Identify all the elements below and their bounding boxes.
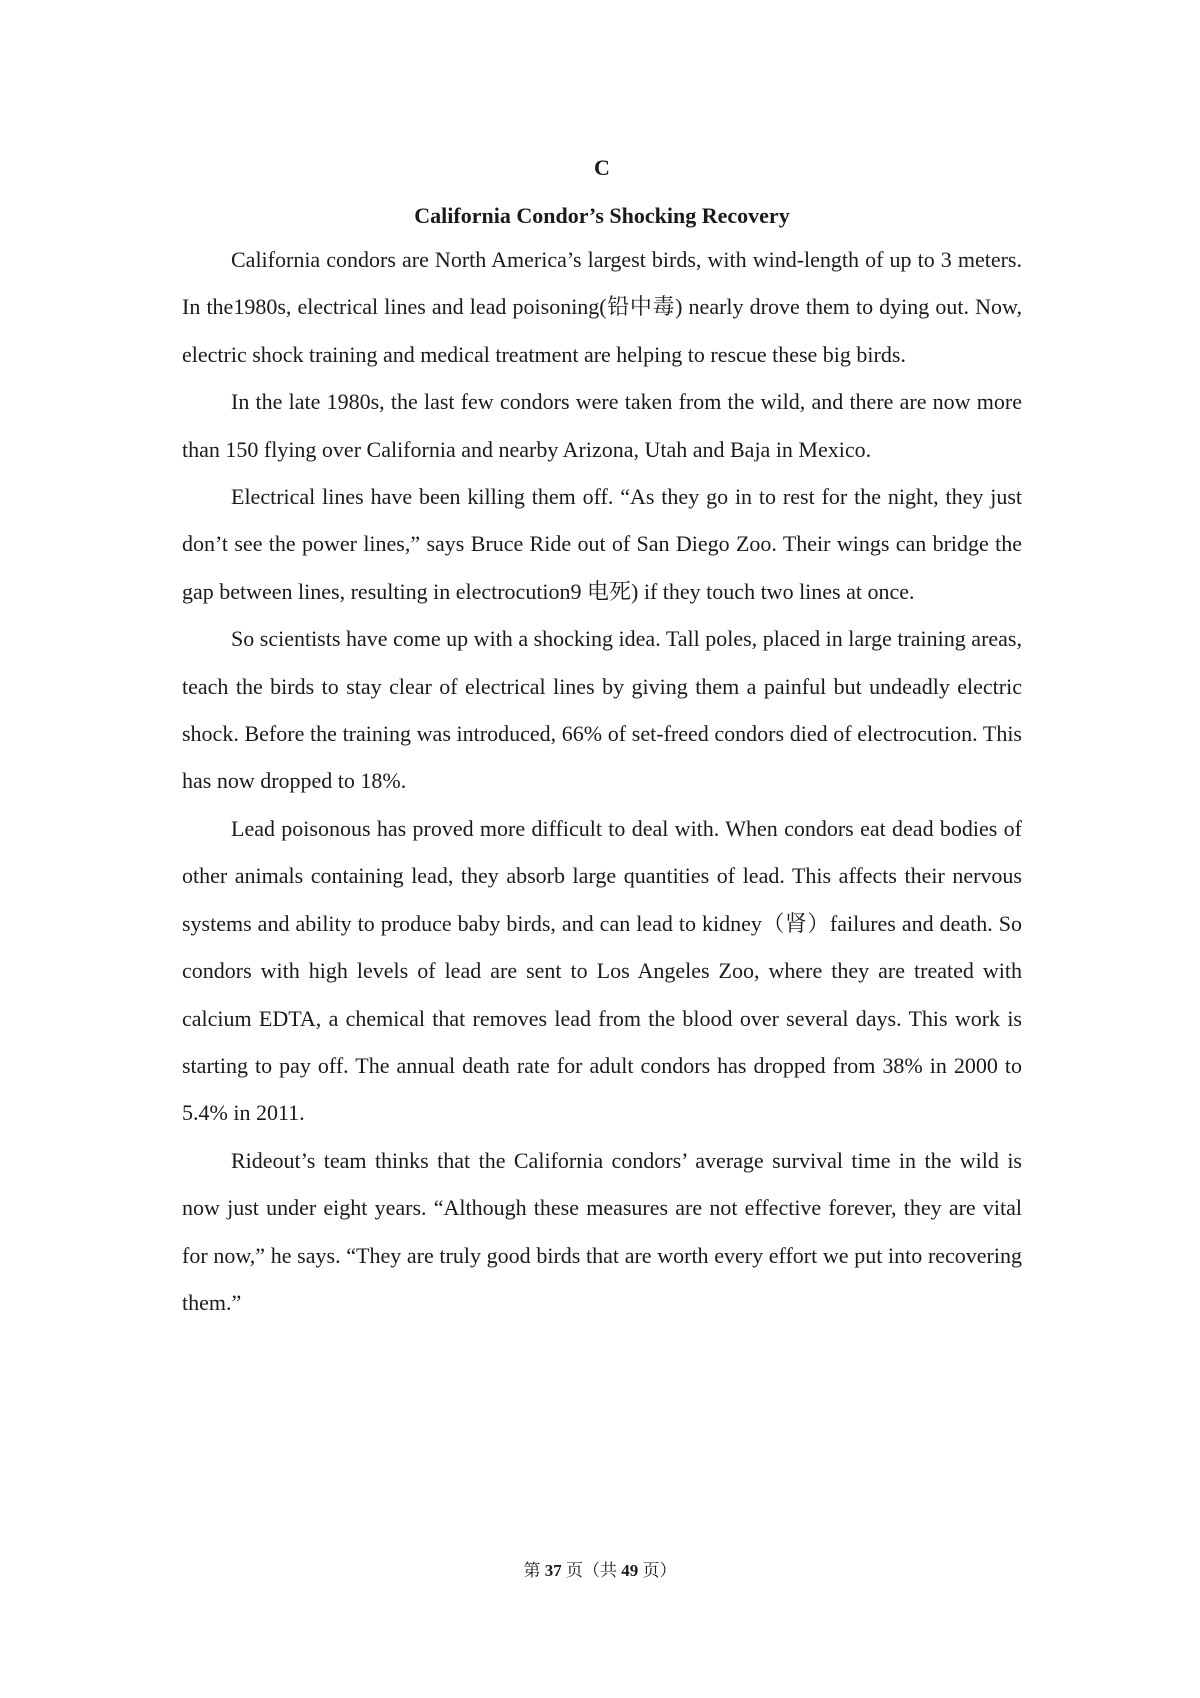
section-letter: C: [594, 155, 610, 180]
paragraph-1: California condors are North America’s largest birds, with wind-length of up to 3 meters. In the1980s, electrical lines and lead poisoning(铅中毒) nearly drove them to dying out. Now, electric shock training and medical treatment are helping to rescue these big birds.: [182, 247, 1022, 367]
paragraph-4: So scientists have come up with a shocking idea. Tall poles, placed in large training areas, teach the birds to stay clear of electrical lines by giving them a painful but undeadly electric shock. Before the training was introduced, 66% of set-freed condors died of electrocution. This has now dropped to 18%.: [182, 626, 1022, 794]
total-pages-number: 49: [621, 1561, 639, 1580]
footer-middle: 页（共: [566, 1561, 617, 1580]
document-page: [182, 150, 1022, 1326]
current-page-number: 37: [544, 1561, 562, 1580]
footer-prefix: 第: [523, 1561, 541, 1580]
footer-suffix: 页）: [642, 1561, 677, 1580]
article-title: California Condor’s Shocking Recovery: [414, 203, 790, 228]
paragraph-5: Lead poisonous has proved more difficult to deal with. When condors eat dead bodies of other animals containing lead, they absorb large quantities of lead. This affects their nervous systems and ability to produce baby birds, and can lead to kidney（肾）failures and death. So condors with high levels of lead are sent to Los Angeles Zoo, where they are treated with calcium EDTA, a chemical that removes lead from the blood over several days. This work is starting to pay off. The annual death rate for adult condors has dropped from 38% in 2000 to 5.4% in 2011.: [182, 815, 1022, 1126]
paragraph-3: Electrical lines have been killing them off. “As they go in to rest for the night, they just don’t see the power lines,” says Bruce Ride out of San Diego Zoo. Their wings can bridge the gap between lines, resulting in electrocution9 电死) if they touch two lines at once.: [182, 484, 1022, 604]
page-footer: [0, 1556, 1200, 1581]
paragraph-2: In the late 1980s, the last few condors were taken from the wild, and there are now more than 150 flying over California and nearby Arizona, Utah and Baja in Mexico.: [182, 389, 1022, 462]
paragraph-6: Rideout’s team thinks that the California condors’ average survival time in the wild is now just under eight years. “Although these measures are not effective forever, they are vital for now,” he says. “They are truly good birds that are worth every effort we put into recovering them.”: [182, 1147, 1022, 1315]
